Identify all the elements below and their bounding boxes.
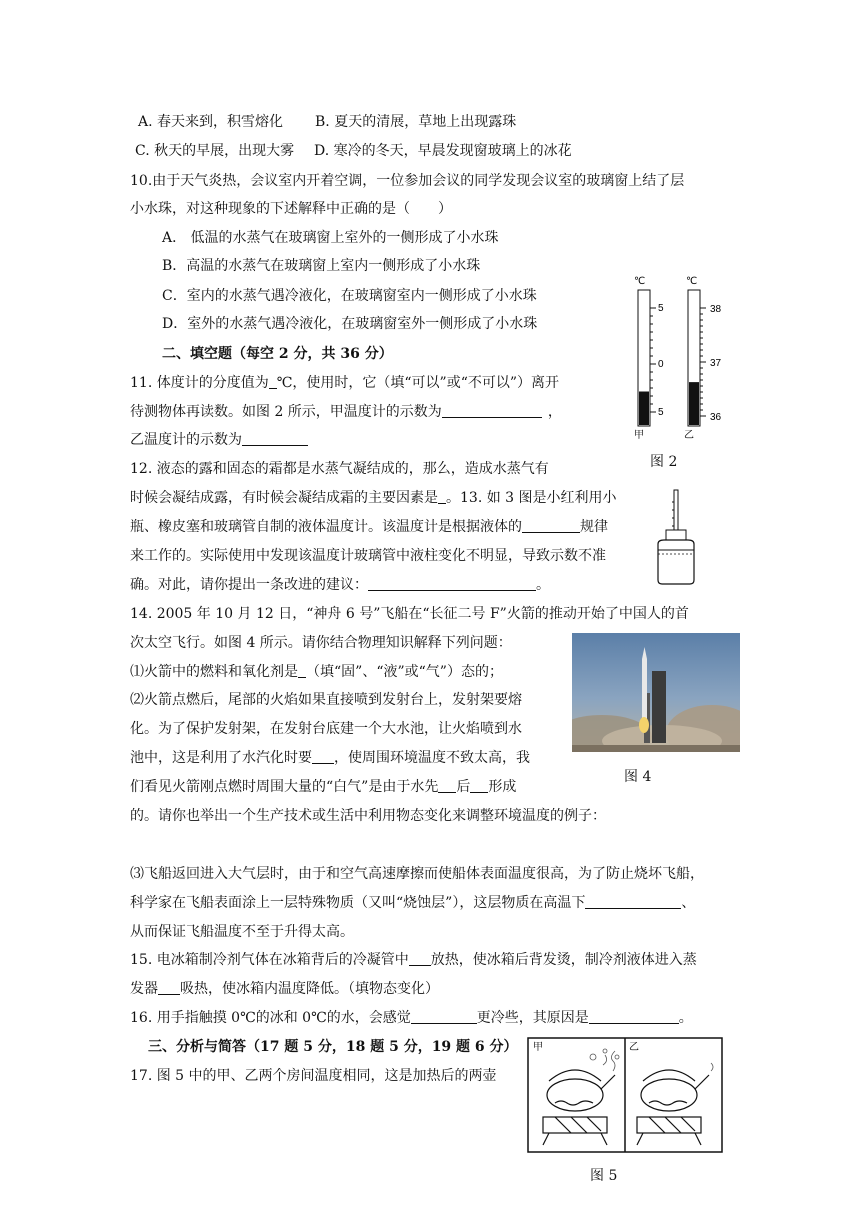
- q11-blank-2[interactable]: [442, 403, 542, 418]
- q16-text-c: 。: [678, 1010, 693, 1026]
- q13-line1: [130, 517, 608, 537]
- q14-text-f: 后: [456, 779, 471, 795]
- q9-option-d: D. 寒冷的冬天，早晨发现窗玻璃上的冰花: [314, 143, 572, 159]
- q14-text-i: 、: [681, 895, 696, 911]
- q16-line: [130, 1008, 693, 1028]
- q13-line3: [130, 575, 550, 595]
- fig2-jia-tick-bottom: 5: [658, 407, 664, 418]
- q13-blank-1[interactable]: [522, 518, 580, 533]
- fig2-jia-unit: ℃: [634, 276, 646, 287]
- q11-text-a: 11. 体度计的分度值为: [130, 375, 269, 391]
- fig3-rubber-stopper: [666, 530, 686, 540]
- q15-line1: [130, 950, 697, 970]
- q16-text-a: 16. 用手指触摸 0℃的冰和 0℃的水，会感觉: [130, 1010, 411, 1026]
- fig2-yi-tick-bottom: 36: [710, 412, 722, 423]
- q14-part3-line1: ⑶飞船返回进入大气层时，由于和空气高速摩擦而使船体表面温度很高，为了防止烧坏飞船，: [130, 866, 704, 882]
- q11-text-c: 待测物体再读数。如图 2 所示，甲温度计的示数为: [130, 404, 442, 420]
- figure-2-thermometers: [628, 270, 738, 440]
- q10-option-d: D．室外的水蒸气遇冷液化，在玻璃窗室外一侧形成了小水珠: [162, 316, 538, 332]
- fig4-launch-tower: [652, 671, 666, 743]
- figure-5-caption: 图 5: [590, 1168, 618, 1184]
- q14-blank-2[interactable]: [312, 749, 334, 764]
- q11-text-d: ，: [547, 404, 562, 420]
- q15-text-a: 15. 电冰箱制冷剂气体在冰箱背后的冷凝管中: [130, 952, 409, 968]
- figure-2-caption: 图 2: [650, 454, 678, 470]
- section-2-heading: 二、填空题（每空 2 分，共 36 分）: [162, 346, 393, 362]
- fig3-bottle: [658, 540, 694, 584]
- q14-blank-1[interactable]: [298, 663, 306, 678]
- figure-4-caption: 图 4: [624, 769, 652, 785]
- section-3-heading: 三、分析与简答（17 题 5 分，18 题 5 分，19 题 6 分）: [148, 1039, 518, 1055]
- q14-part2-line5: 的。请你也举出一个生产技术或生活中利用物态变化来调整环境温度的例子：: [130, 808, 606, 824]
- q15-text-d: 吸热，使冰箱内温度降低。（填物态变化）: [180, 981, 439, 997]
- fig2-yi-label: 乙: [684, 430, 694, 440]
- q13-text-c: 确。对此，请你提出一条改进的建议：: [130, 577, 368, 593]
- q14-text-d: ，使周围环境温度不致太高，我: [334, 750, 530, 766]
- q12-blank[interactable]: [438, 489, 446, 504]
- q10-option-b: B．高温的水蒸气在玻璃窗上室内一侧形成了小水珠: [162, 258, 481, 274]
- q15-blank-2[interactable]: [158, 980, 180, 995]
- q16-text-b: 更冷些，其原因是: [476, 1010, 589, 1026]
- q14-part3-line2: [130, 893, 695, 913]
- fig2-jia-label: 甲: [634, 430, 644, 440]
- q14-part2-line4: [130, 777, 516, 797]
- fig2-jia-tick-top: 5: [658, 303, 664, 314]
- q14-text-b: （填“固”、“液”或“气”）态的；: [306, 664, 503, 680]
- fig4-rocket: [642, 659, 647, 719]
- q14-part2-line3: [130, 748, 530, 768]
- q11-blank-3[interactable]: [242, 431, 308, 446]
- fig2-jia-tick-mid: 0: [658, 359, 664, 370]
- figure-4-rocket-photo: [572, 633, 740, 752]
- q15-blank-1[interactable]: [409, 951, 431, 966]
- q9-option-c: C. 秋天的早展，出现大雾: [135, 143, 295, 159]
- q13-line2: 来工作的。实际使用中发现该温度计玻璃管中液柱变化不明显，导致示数不准: [130, 548, 606, 564]
- q14-blank-5[interactable]: [585, 894, 681, 909]
- q12-text-b: 。13. 如 3 图是小红利用小: [446, 490, 617, 506]
- q15-line2: [130, 979, 439, 999]
- fig2-yi-unit: ℃: [686, 276, 698, 287]
- q11-line2: [130, 402, 562, 422]
- q14-line1: 14. 2005 年 10 月 12 日，“神舟 6 号”飞船在“长征二号 F”火箭的推动开始了中国人的首: [130, 606, 689, 622]
- fig2-jia-liquid: [639, 392, 649, 426]
- q14-text-c: 池中，这是利用了水汽化时要: [130, 750, 312, 766]
- q15-text-c: 发器: [130, 981, 158, 997]
- q14-part1: [130, 662, 503, 682]
- q13-text-d: 。: [536, 577, 550, 593]
- fig2-yi-tick-mid: 37: [710, 358, 722, 369]
- q12-text-a: 时候会凝结成露，有时候会凝结成霜的主要因素是: [130, 490, 438, 506]
- fig5-left-label: 甲: [533, 1042, 543, 1053]
- q11-line1: [130, 373, 559, 393]
- fig2-yi-liquid: [689, 382, 699, 425]
- q14-text-h: 科学家在飞船表面涂上一层特殊物质（又叫“烧蚀层”），这层物质在高温下: [130, 895, 586, 911]
- q10-stem-line2: 小水珠，对这种现象的下述解释中正确的是（ ）: [130, 201, 452, 217]
- q10-option-c: C．室内的水蒸气遇冷液化，在玻璃窗室内一侧形成了小水珠: [162, 288, 537, 304]
- q9-option-b: B. 夏天的清展，草地上出现露珠: [315, 114, 517, 130]
- q11-text-e: 乙温度计的示数为: [130, 432, 242, 448]
- q14-text-e: 们看见火箭刚点燃时周围大量的“白气”是由于水先: [130, 779, 439, 795]
- q10-stem-line1: 10.由于天气炎热，会议室内开着空调，一位参加会议的同学发现会议室的玻璃窗上结了层: [130, 173, 685, 189]
- q14-part3-line3: 从而保证飞船温度不至于升得太高。: [130, 924, 354, 940]
- q14-blank-4[interactable]: [470, 778, 488, 793]
- q16-blank-1[interactable]: [411, 1009, 477, 1024]
- q17-line1: 17. 图 5 中的甲、乙两个房间温度相同，这是加热后的两壶: [130, 1068, 497, 1084]
- q14-line2: 次太空飞行。如图 4 所示。请你结合物理知识解释下列问题：: [130, 635, 512, 651]
- q16-blank-2[interactable]: [589, 1009, 679, 1024]
- figure-5-kettles: [527, 1037, 723, 1153]
- q10-option-a: A． 低温的水蒸气在玻璃窗上室外的一侧形成了小水珠: [162, 230, 499, 246]
- q11-line3: [130, 430, 308, 450]
- q14-blank-3[interactable]: [438, 778, 456, 793]
- q14-part2-line1: ⑵火箭点燃后，尾部的火焰如果直接喷到发射台上，发射架要熔: [130, 692, 522, 708]
- q14-part2-line2: 化。为了保护发射架，在发射台底建一个大水池，让火焰喷到水: [130, 721, 522, 737]
- q13-blank-2[interactable]: [368, 576, 536, 591]
- q15-text-b: 放热，使冰箱后背发烫，制冷剂液体进入蒸: [430, 952, 697, 968]
- q9-option-a: A. 春天来到，积雪熔化: [138, 114, 284, 130]
- q13-text-b: 规律: [580, 519, 608, 535]
- figure-3-bottle-thermometer: [648, 488, 708, 586]
- fig2-yi-tick-top: 38: [710, 304, 722, 315]
- q13-text-a: 瓶、橡皮塞和玻璃管自制的液体温度计。该温度计是根据液体的: [130, 519, 522, 535]
- q12-line2: [130, 488, 617, 508]
- fig5-right-label: 乙: [629, 1042, 639, 1053]
- q11-blank-1[interactable]: [269, 374, 277, 389]
- q14-text-a: ⑴火箭中的燃料和氧化剂是: [130, 664, 298, 680]
- q12-line1: 12. 液态的露和固态的霜都是水蒸气凝结成的，那么，造成水蒸气有: [130, 461, 549, 477]
- q11-text-b: ℃，使用时，它（填“可以”或“不可以”）离开: [276, 375, 560, 391]
- q14-text-g: 形成: [488, 779, 517, 795]
